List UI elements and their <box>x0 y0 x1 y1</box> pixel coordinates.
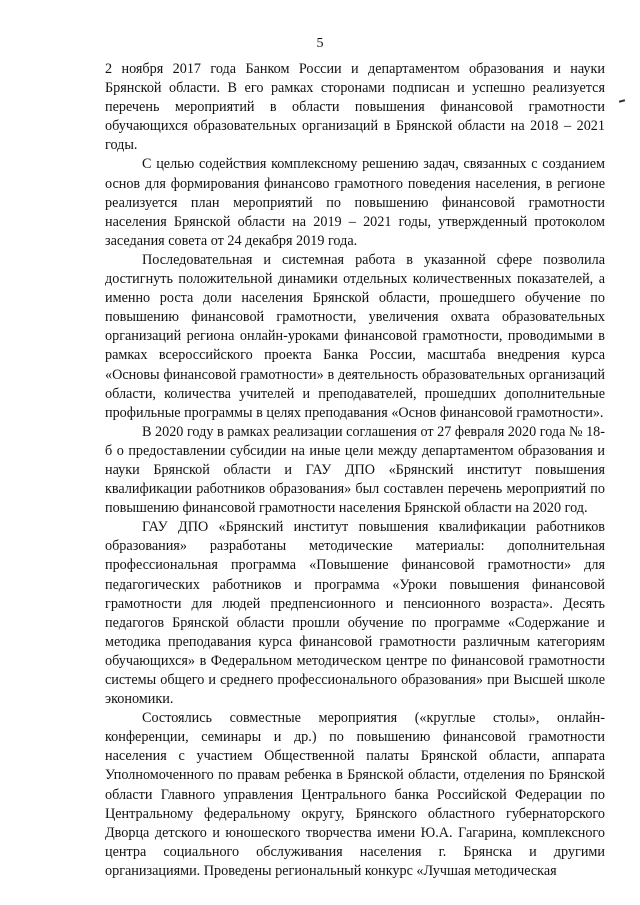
paragraph-subsidy-2020: В 2020 году в рамках реализации соглашения от 27 февраля 2020 года № 18-б о предоставлении субсидии на иные цели между департаментом образования и науки Брянской области и ГАУ ДПО «Брянский институт повышения квалификации работников образования» был составлен перечень мероприятий по повышению финансовой грамотности населения Брянской области на 2020 год. <box>105 423 605 517</box>
paragraph-methodical-materials: ГАУ ДПО «Брянский институт повышения квалификации работников образования» разработаны методические материалы: дополнительная профессиональная программа «Повышение финансовой грамотности» для педагогических работников и программа «Уроки повышения финансовой грамотности для людей предпенсионного и пенсионного возраста». Десять педагогов Брянской области прошли обучение по программе «Содержание и методика преподавания курса финансовой грамотности различным категориям обучающихся» в Федеральном методическом центре по финансовой грамотности системы общего и среднего профессионального образования» при Высшей школе экономики. <box>105 519 605 708</box>
document-body <box>105 60 605 881</box>
paragraph-joint-events: Состоялись совместные мероприятия («круглые столы», онлайн-конференции, семинары и др.) по повышению финансовой грамотности населения с участием Общественной палаты Брянской области, аппарата Уполномоченного по правам ребенка в Брянской области, отделения по Брянской области Главного управления Центрального банка Российской Федерации по Центральному федеральному округу, Брянского областного губернаторского Дворца детского и юношеского творчества имени Ю.А. Гагарина, комплексного центра социального обслуживания населения г. Брянска и другими организациями. Проведены региональный конкурс «Лучшая методическая <box>105 710 605 879</box>
paragraph-agreement-continuation: 2 ноября 2017 года Банком России и департаментом образования и науки Брянской области. В его рамках сторонами подписан и успешно реализуется перечень мероприятий в области повышения финансовой грамотности обучающихся образовательных организаций в Брянской области на 2018 – 2021 годы. <box>105 61 605 154</box>
paragraph-positive-dynamics: Последовательная и системная работа в указанной сфере позволила достигнуть положительной динамики отдельных количественных показателей, а именно роста доли населения Брянской области, прошедшего обучение по повышению финансовой грамотности, увеличения охвата образовательных организаций региона онлайн-уроками финансовой грамотности, проводимыми в рамках всероссийского проекта Банка России, масштаба внедрения курса «Основы финансовой грамотности» в деятельность образовательных организаций области, количества учителей и преподавателей, прошедших дополнительные профильные программы в целях преподавания «Основ финансовой грамотности». <box>105 251 605 421</box>
paragraph-regional-plan: С целью содействия комплексному решению задач, связанных с созданием основ для формирования финансово грамотного поведения населения, в регионе реализуется план мероприятий по повышению финансовой грамотности населения Брянской области на 2019 – 2021 годы, утвержденный протоколом заседания совета от 24 декабря 2019 года. <box>105 156 605 249</box>
page-number: 5 <box>316 36 324 51</box>
margin-pen-mark <box>619 99 625 102</box>
